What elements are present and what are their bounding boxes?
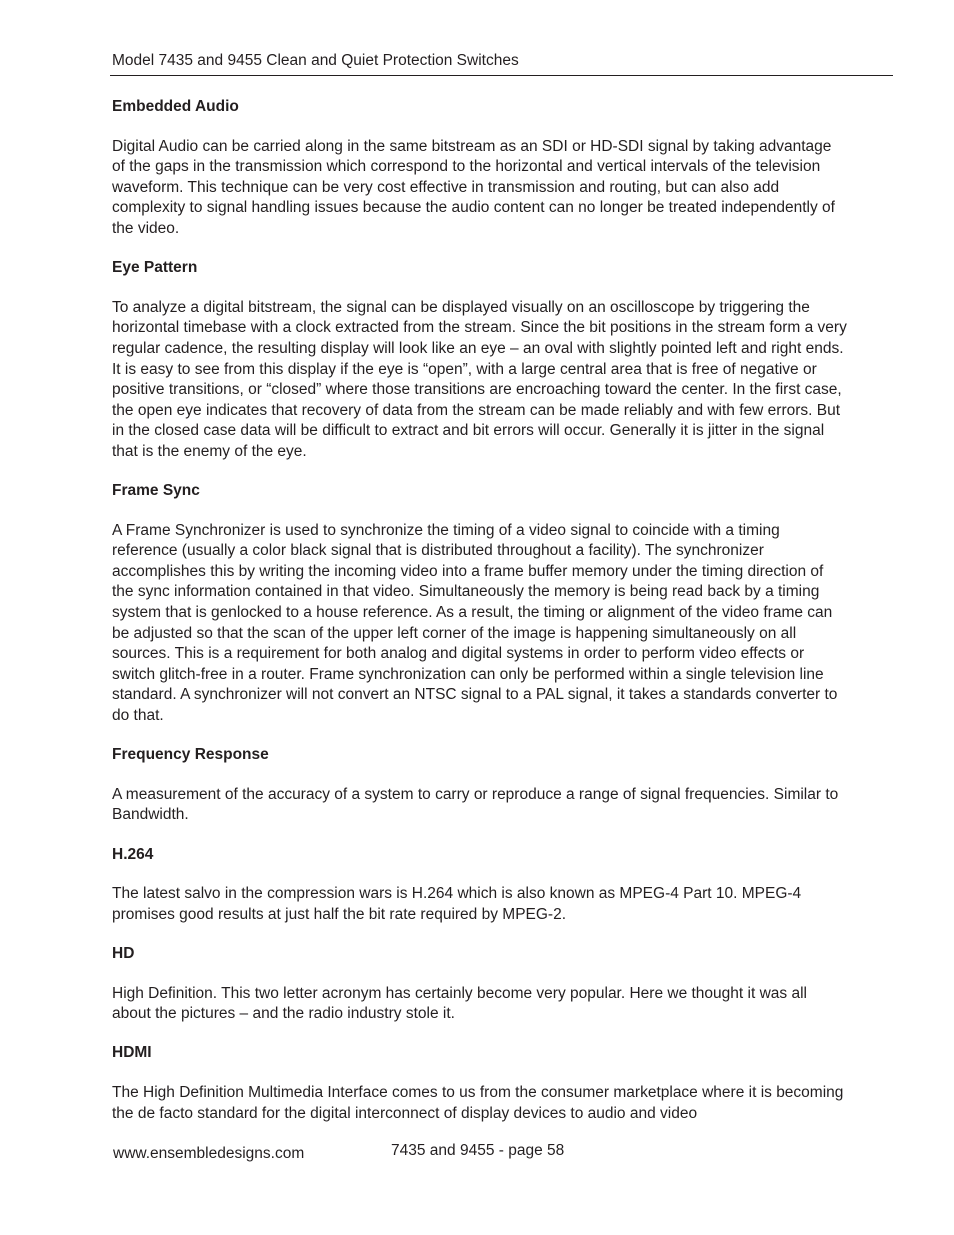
header-divider: [110, 75, 893, 76]
section-hdmi: [112, 1043, 847, 1124]
section-paragraph: The High Definition Multimedia Interface comes to us from the consumer marketplace where it is becoming the de facto standard for the digital interconnect of display devices to audio and video: [112, 1083, 844, 1122]
page-content: [112, 97, 847, 1143]
section-heading: Frame Sync: [112, 482, 200, 500]
section-hd: [112, 944, 847, 1025]
section-embedded-audio: [112, 97, 847, 240]
section-h264: [112, 845, 847, 926]
section-paragraph: To analyze a digital bitstream, the signal can be displayed visually on an oscilloscope by triggering the horizontal timebase with a clock extracted from the stream. Since the bit positions in the stream form a very regular cadence, the resulting display will look like an eye – an oval with slightly pointed left and right ends. It is easy to see from this display if the eye is “open”, with a large central area that is free of negative or positive transitions, or “closed” where those transitions are encroaching toward the center. In the first case, the open eye indicates that recovery of data from the stream can be made reliably and with few errors. But in the closed case data will be difficult to extract and bit errors will occur. Generally it is jitter in the signal that is the enemy of the eye.: [112, 298, 847, 460]
section-heading: Eye Pattern: [112, 259, 198, 277]
section-paragraph: High Definition. This two letter acronym has certainly become very popular. Here we thought it was all about the pictures – and the radio industry stole it.: [112, 984, 807, 1023]
page-header-title: Model 7435 and 9455 Clean and Quiet Protection Switches: [112, 52, 519, 69]
section-eye-pattern: [112, 258, 847, 462]
section-heading: HDMI: [112, 1044, 152, 1062]
section-frame-sync: [112, 481, 847, 727]
section-paragraph: The latest salvo in the compression wars is H.264 which is also known as MPEG-4 Part 10. MPEG-4 promises good results at just half the bit rate required by MPEG-2.: [112, 885, 802, 923]
footer-website-link[interactable]: www.ensembledesigns.com: [113, 1145, 305, 1162]
section-paragraph: A measurement of the accuracy of a system to carry or reproduce a range of signal frequencies. Similar to Bandwidth.: [112, 785, 839, 824]
section-heading: HD: [112, 944, 135, 962]
footer-page-number: 7435 and 9455 - page 58: [391, 1142, 565, 1159]
section-heading: Frequency Response: [112, 746, 269, 764]
section-frequency-response: [112, 745, 847, 826]
section-paragraph: A Frame Synchronizer is used to synchronize the timing of a video signal to coincide with a timing reference (usually a color black signal that is distributed throughout a facility). The synchronizer accomplishes this by writing the incoming video into a frame buffer memory under the timing direction of the sync information contained in that video. Simultaneously the memory is being read back by a timing system that is genlocked to a house reference. As a result, the timing or alignment of the video frame can be adjusted so that the scan of the upper left corner of the image is happening simultaneously on all sources. This is a requirement for both analog and digital systems in order to perform video effects or switch glitch-free in a router. Frame synchronization can only be performed within a single television line standard. A synchronizer will not convert an NTSC signal to a PAL signal, it takes a standards converter to do that.: [112, 521, 838, 725]
section-heading: H.264: [112, 845, 154, 863]
section-paragraph: Digital Audio can be carried along in the same bitstream as an SDI or HD-SDI signal by taking advantage of the gaps in the transmission which correspond to the horizontal and vertical intervals of the television waveform. This technique can be very cost effective in transmission and routing, but can also add complexity to signal handling issues because the audio content can no longer be treated independently of the video.: [112, 137, 835, 237]
section-heading: Embedded Audio: [112, 98, 239, 115]
